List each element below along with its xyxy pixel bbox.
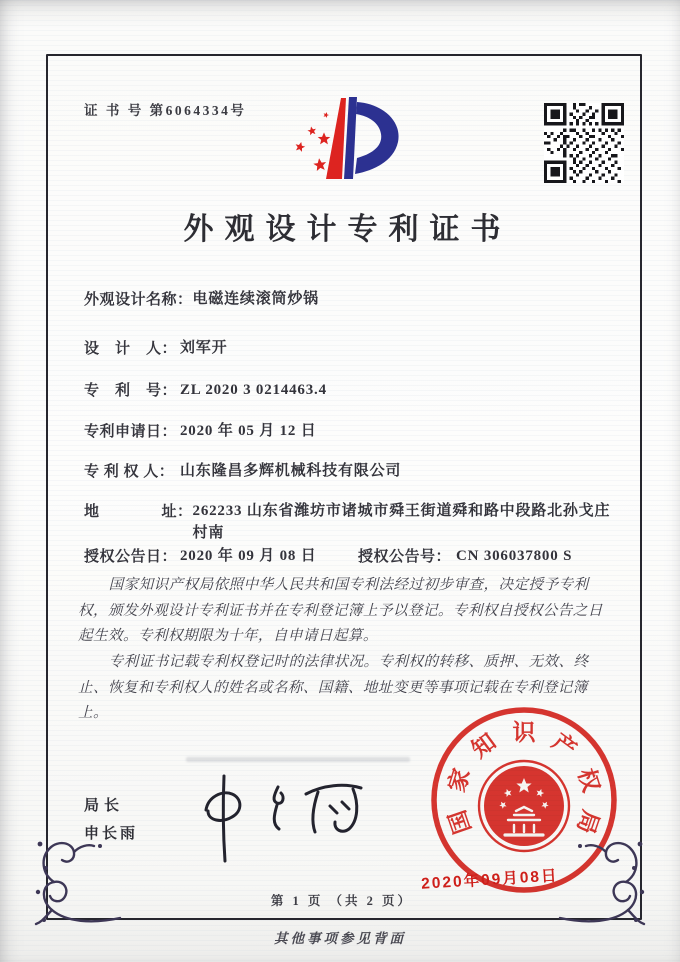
logo-blue-p [344,97,399,179]
cnipa-logo [262,97,414,191]
corner-ornament-right [556,834,650,926]
seal-char: 知 [467,728,501,763]
field-value: 2020 年 05 月 12 日 [180,423,317,439]
cnipa-logo-graphic [262,97,414,191]
field-label: 专利申请日： [84,424,178,440]
seal-date: 2020年09月08日 [420,867,559,893]
ornament-flourish [30,834,124,926]
field-value: 山东隆昌多辉机械科技有限公司 [180,463,402,479]
grant-date-value: 2020 年 09 月 08 日 [180,548,317,564]
logo-stars [294,111,330,171]
page-title: 外观设计专利证书 [183,213,512,246]
field-label: 专 利 权 人： [84,464,175,480]
director-title: 局长 [84,798,125,814]
grant-no-value: CN 306037800 S [456,548,573,564]
seal-char: 国 [444,807,476,837]
director-signature [192,766,370,864]
grant-date-label: 授权公告日： [84,549,178,565]
logo-red-wedge [326,98,346,179]
seal-char: 家 [444,765,475,795]
corner-ornament-left [30,834,124,926]
seal-char: 权 [573,765,604,795]
page-number: 第 1 页 （共 2 页） [270,894,414,908]
signature-strokes [192,766,370,864]
field-value: 刘军开 [180,340,228,356]
seal-char: 局 [572,807,604,837]
ornament-flourish [556,834,650,926]
seal-char: 识 [512,720,536,745]
legal-paragraph-2: 专利证书记载专利权登记时的法律状况。专利权的转移、质押、无效、终止、恢复和专利权人的姓名或名称、国籍、地址变更等事项记载在专利登记簿上。 [78,653,589,722]
legal-paragraph-1: 国家知识产权局依照中华人民共和国专利法经过初步审查，决定授予专利权，颁发外观设计专利证书并在专利登记簿上予以登记。专利权自授权公告之日起生效。专利权期限为十年，自申请日起算。 [78,576,603,645]
director-name: 申长雨 [84,826,139,842]
grant-no-label: 授权公告号： [358,549,452,565]
qr-code-graphic [544,103,624,183]
bleed-through-marks [186,757,410,762]
certificate-number: 证 书 号 第6064334号 [84,103,247,118]
back-side-note: 其他事项参见背面 [274,931,406,946]
field-label: 专 利 号： [84,383,178,399]
field-value: 262233 山东省潍坊市诸城市舜王街道舜和路中段路北孙戈庄村南 [192,503,611,541]
field-label: 设 计 人： [84,341,178,357]
seal-char: 产 [547,728,581,763]
qr-code [544,103,624,183]
field-value: 电磁连续滚筒炒锅 [192,291,319,307]
field-value: ZL 2020 3 0214463.4 [180,382,327,398]
field-label: 地 址： [84,504,193,520]
field-label: 外观设计名称： [84,292,193,308]
